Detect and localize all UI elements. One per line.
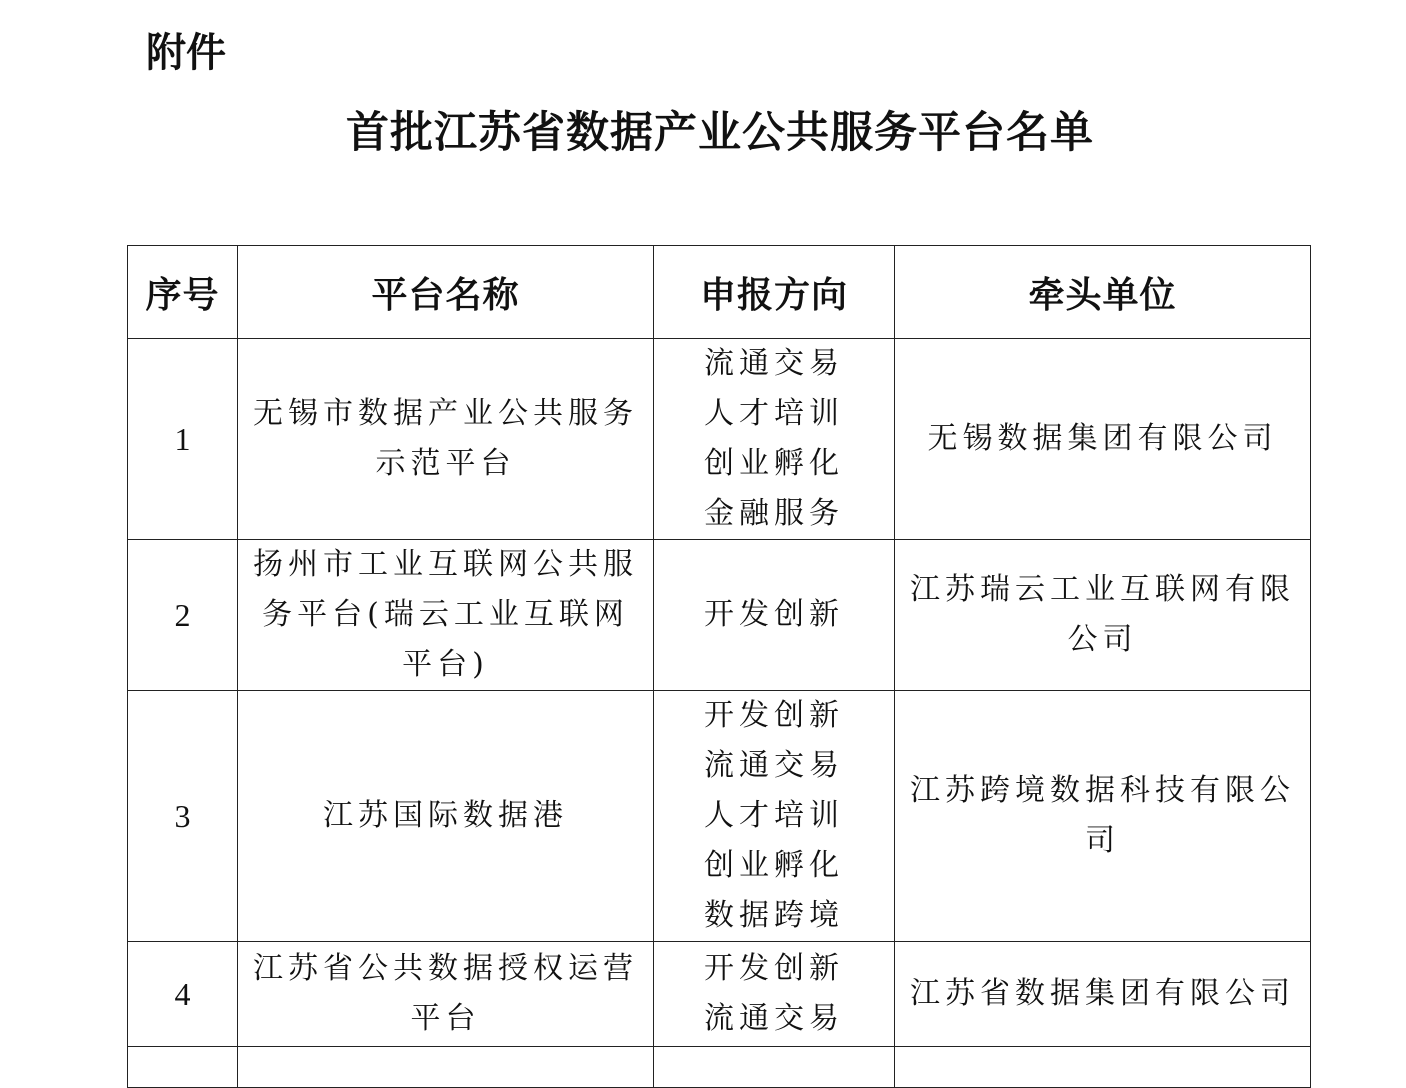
header-platform-name: 平台名称 [238, 246, 654, 339]
platform-name-cell: 江苏省公共数据授权运营平台 [238, 942, 654, 1047]
platform-name-cell: 扬州市工业互联网公共服务平台(瑞云工业互联网平台) [238, 540, 654, 691]
attachment-label: 附件 [146, 30, 226, 76]
platform-list-table [127, 245, 1311, 1088]
seq-cell [128, 1047, 238, 1088]
direction-cell [654, 691, 895, 942]
header-seq: 序号 [128, 246, 238, 339]
direction-item: 开发创新 [704, 951, 844, 986]
platform-name-cell: 江苏国际数据港 [238, 691, 654, 942]
table-row-partial [128, 1047, 1311, 1088]
direction-item: 开发创新 [704, 597, 844, 632]
table-row [128, 942, 1311, 1047]
direction-item: 人才培训 [704, 396, 844, 431]
direction-item: 人才培训 [704, 798, 844, 833]
seq-cell: 1 [128, 339, 238, 540]
lead-unit-cell [895, 1047, 1311, 1088]
table-row [128, 691, 1311, 942]
direction-item: 流通交易 [704, 748, 844, 783]
direction-item: 数据跨境 [704, 898, 844, 933]
direction-item: 创业孵化 [704, 446, 844, 481]
seq-cell: 2 [128, 540, 238, 691]
header-lead-unit: 牵头单位 [895, 246, 1311, 339]
direction-cell [654, 1047, 895, 1088]
lead-unit-cell: 江苏瑞云工业互联网有限公司 [895, 540, 1311, 691]
direction-item: 流通交易 [704, 1001, 844, 1036]
document-title: 首批江苏省数据产业公共服务平台名单 [346, 108, 1094, 158]
direction-cell [654, 540, 895, 691]
lead-unit-cell: 江苏跨境数据科技有限公司 [895, 691, 1311, 942]
seq-cell: 3 [128, 691, 238, 942]
table-header-row [128, 246, 1311, 339]
header-direction: 申报方向 [654, 246, 895, 339]
direction-cell [654, 339, 895, 540]
direction-item: 流通交易 [704, 346, 844, 381]
lead-unit-cell: 江苏省数据集团有限公司 [895, 942, 1311, 1047]
lead-unit-cell: 无锡数据集团有限公司 [895, 339, 1311, 540]
direction-item: 创业孵化 [704, 848, 844, 883]
direction-cell [654, 942, 895, 1047]
table-row [128, 339, 1311, 540]
seq-cell: 4 [128, 942, 238, 1047]
platform-name-cell [238, 1047, 654, 1088]
platform-name-cell: 无锡市数据产业公共服务示范平台 [238, 339, 654, 540]
direction-item: 开发创新 [704, 698, 844, 733]
table-row [128, 540, 1311, 691]
direction-item: 金融服务 [704, 496, 844, 531]
